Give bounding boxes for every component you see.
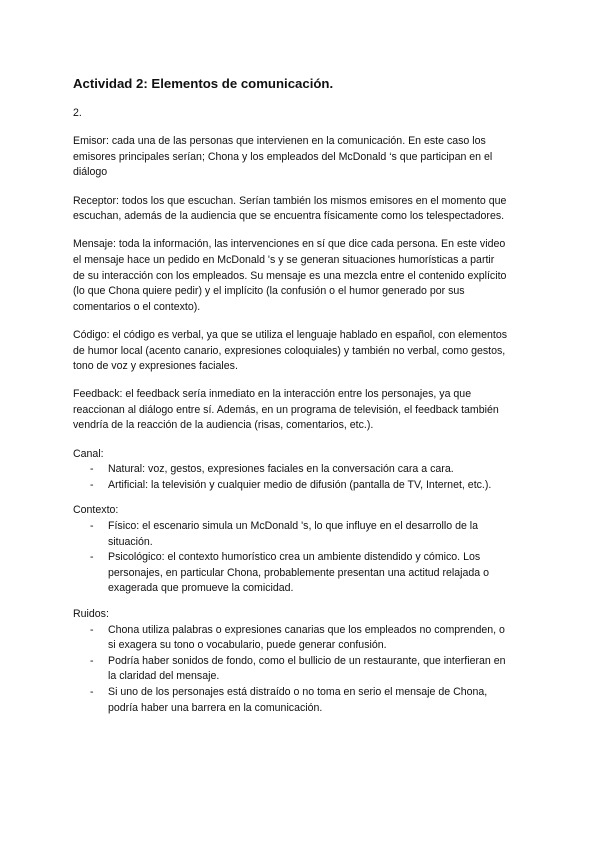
text-line: Emisor: cada una de las personas que intervienen en la comunicación. En este caso los bbox=[73, 135, 486, 148]
text-line: tono de voz y expresiones faciales. bbox=[73, 360, 238, 373]
dash-bullet-icon: - bbox=[90, 463, 94, 476]
text-line: Mensaje: toda la información, las intervenciones en sí que dice cada persona. En este video bbox=[73, 238, 506, 251]
list-item bbox=[73, 685, 543, 716]
dash-bullet-icon: - bbox=[90, 654, 94, 667]
text-line: diálogo bbox=[73, 166, 108, 179]
text-line: escuchan, además de la audiencia que se encuentra físicamente como los telespectadores. bbox=[73, 210, 505, 223]
question-number: 2. bbox=[73, 107, 82, 119]
dash-bullet-icon: - bbox=[90, 685, 94, 698]
paragraph-receptor bbox=[73, 194, 543, 225]
text-line: personajes, en particular Chona, probablemente presentan una actitud relajada o bbox=[108, 566, 490, 579]
list-item bbox=[73, 519, 543, 550]
text-line: emisores principales serían; Chona y los empleados del McDonald ‘s que participan en el bbox=[73, 150, 493, 163]
bullet-list-canal bbox=[73, 462, 543, 493]
text-line: Psicológico: el contexto humorístico crea un ambiente distendido y cómico. Los bbox=[108, 551, 481, 564]
paragraph-feedback bbox=[73, 387, 543, 434]
section-label-canal: Canal: bbox=[73, 447, 104, 460]
list-item bbox=[73, 654, 543, 685]
text-line: Físico: el escenario simula un McDonald 's, lo que influye en el desarrollo de la bbox=[108, 520, 479, 533]
bullet-list-ruidos bbox=[73, 623, 543, 717]
text-line: Código: el código es verbal, ya que se utiliza el lenguaje hablado en español, con elementos bbox=[73, 328, 508, 341]
document-page bbox=[73, 76, 543, 726]
text-line: Podría haber sonidos de fondo, como el bullicio de un restaurante, que interfieran en bbox=[108, 654, 506, 667]
paragraph-codigo bbox=[73, 328, 543, 375]
list-item bbox=[73, 462, 543, 478]
dash-bullet-icon: - bbox=[90, 551, 94, 564]
text-line: Natural: voz, gestos, expresiones faciales en la conversación cara a cara. bbox=[108, 463, 454, 476]
dash-bullet-icon: - bbox=[90, 520, 94, 533]
list-item bbox=[73, 478, 543, 494]
text-line: comentarios o el contexto). bbox=[73, 300, 201, 313]
text-line: reaccionan al diálogo entre sí. Además, en un programa de televisión, el feedback también bbox=[73, 403, 499, 416]
section-label-ruidos: Ruidos: bbox=[73, 608, 109, 620]
text-line: (lo que Chona quiere pedir) y el implícito (la confusión o el humor generado por sus bbox=[73, 285, 465, 298]
text-line: el mensaje hace un pedido en McDonald 's y se generan situaciones humorísticas a partir bbox=[73, 253, 495, 266]
text-line: Feedback: el feedback sería inmediato en la interacción entre los personajes, ya que bbox=[73, 388, 472, 401]
text-line: podría haber una barrera en la comunicación. bbox=[108, 701, 323, 714]
text-line: vendría de la reacción de la audiencia (risas, comentarios, etc.). bbox=[73, 419, 374, 432]
text-line: situación. bbox=[108, 535, 153, 548]
text-line: si exagera su tono o vocabulario, puede generar confusión. bbox=[108, 639, 387, 652]
text-line: Receptor: todos los que escuchan. Serían también los mismos emisores en el momento que bbox=[73, 194, 507, 207]
paragraph-emisor bbox=[73, 134, 543, 181]
bullet-list-contexto bbox=[73, 519, 543, 597]
text-line: de su interacción con los empleados. Su mensaje es una mezcla entre el contenido explícito bbox=[73, 269, 507, 282]
text-line: Chona utiliza palabras o expresiones canarias que los empleados no comprenden, o bbox=[108, 623, 505, 636]
dash-bullet-icon: - bbox=[90, 623, 94, 636]
text-line: de humor local (acento canario, expresiones coloquiales) y también no verbal, como gestos, bbox=[73, 344, 506, 357]
text-line: Artificial: la televisión y cualquier medio de difusión (pantalla de TV, Internet, etc.). bbox=[108, 478, 492, 491]
paragraph-mensaje bbox=[73, 237, 543, 315]
list-item bbox=[73, 550, 543, 597]
document-title: Actividad 2: Elementos de comunicación. bbox=[73, 76, 334, 91]
text-line: Si uno de los personajes está distraído o no toma en serio el mensaje de Chona, bbox=[108, 685, 488, 698]
text-line: la claridad del mensaje. bbox=[108, 670, 220, 683]
list-item bbox=[73, 623, 543, 654]
dash-bullet-icon: - bbox=[90, 478, 94, 491]
section-label-contexto: Contexto: bbox=[73, 504, 119, 517]
text-line: exagerada que promueve la comicidad. bbox=[108, 582, 294, 595]
